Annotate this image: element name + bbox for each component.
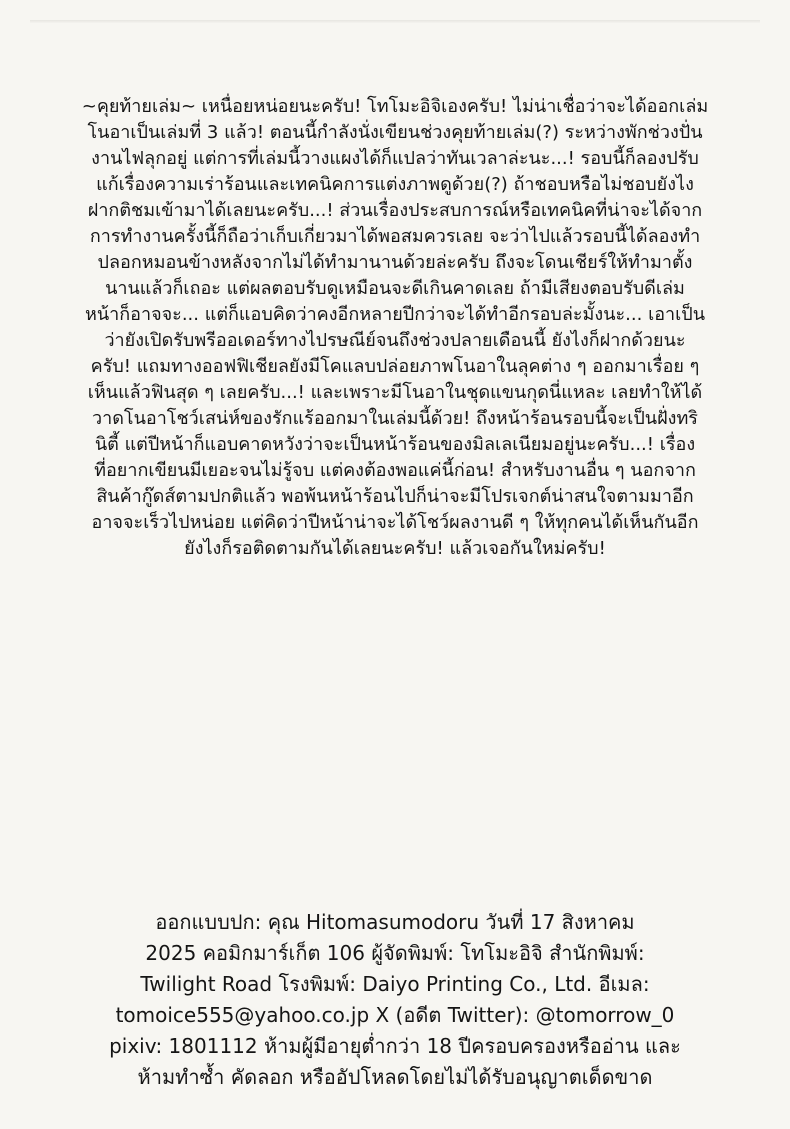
afterword-line: วาดโนอาโชว์เสน่ห์ของรักแร้ออกมาในเล่มนี้ด้วย! ถึงหน้าร้อนรอบนี้จะเป็นฝั่งทริ <box>92 408 698 429</box>
colophon-line: 2025 คอมิกมาร์เก็ต 106 ผู้จัดพิมพ์: โทโมะอิจิ สำนักพิมพ์: <box>145 941 645 965</box>
afterword-line: ที่อยากเขียนมีเยอะจนไม่รู้จบ แต่คงต้องพอแค่นี้ก่อน! สำหรับงานอื่น ๆ นอกจาก <box>94 460 696 481</box>
afterword-line: ยังไงก็รอติดตามกันได้เลยนะครับ! แล้วเจอกันใหม่ครับ! <box>184 538 606 559</box>
afterword-line: ว่ายังเปิดรับพรีออเดอร์ทางไปรษณีย์จนถึงช่วงปลายเดือนนี้ ยังไงก็ฝากด้วยนะ <box>104 330 686 351</box>
afterword-line: ครับ! แถมทางออฟฟิเชียลยังมีโคแลบปล่อยภาพโนอาในลุคต่าง ๆ ออกมาเรื่อย ๆ <box>90 356 700 377</box>
colophon-line: Twilight Road โรงพิมพ์: Daiyo Printing Co., Ltd. อีเมล: <box>140 972 650 996</box>
colophon-line: pixiv: 1801112 ห้ามผู้มีอายุต่ำกว่า 18 ปีครอบครองหรืออ่าน และ <box>109 1034 681 1058</box>
afterword-line: สินค้ากู๊ดส์ตามปกติแล้ว พอพ้นหน้าร้อนไปก็น่าจะมีโปรเจกต์น่าสนใจตามมาอีก <box>96 486 694 507</box>
afterword-line: ปลอกหมอนข้างหลังจากไม่ได้ทำมานานด้วยล่ะครับ ถึงจะโดนเชียร์ให้ทำมาตั้ง <box>97 252 693 273</box>
afterword-line: นานแล้วก็เถอะ แต่ผลตอบรับดูเหมือนจะดีเกินคาดเลย ถ้ามีเสียงตอบรับดีเล่ม <box>105 278 685 299</box>
afterword-line: การทำงานครั้งนี้ก็ถือว่าเก็บเกี่ยวมาได้พอสมควรเลย จะว่าไปแล้วรอบนี้ได้ลองทำ <box>89 226 701 247</box>
afterword-line: แก้เรื่องความเร่าร้อนและเทคนิคการแต่งภาพดูด้วย(?) ถ้าชอบหรือไม่ชอบยังไง <box>96 174 694 195</box>
afterword-line: งานไฟลุกอยู่ แต่การที่เล่มนี้วางแผงได้ก็แปลว่าทันเวลาล่ะนะ...! รอบนี้ก็ลองปรับ <box>91 148 699 169</box>
afterword-text <box>22 94 768 562</box>
afterword-line: ฝากติชมเข้ามาได้เลยนะครับ...! ส่วนเรื่องประสบการณ์หรือเทคนิคที่น่าจะได้จาก <box>87 200 703 221</box>
colophon-line: ห้ามทำซ้ำ คัดลอก หรืออัปโหลดโดยไม่ได้รับอนุญาตเด็ดขาด <box>137 1065 653 1089</box>
top-divider <box>30 20 760 23</box>
afterword-line: เห็นแล้วฟินสุด ๆ เลยครับ...! และเพราะมีโนอาในชุดแขนกุดนี่แหละ เลยทำให้ได้ <box>87 382 703 403</box>
afterword-line: ~คุยท้ายเล่ม~ เหนื่อยหน่อยนะครับ! โทโมะอิจิเองครับ! ไม่น่าเชื่อว่าจะได้ออกเล่ม <box>81 96 709 117</box>
afterword-line: โนอาเป็นเล่มที่ 3 แล้ว! ตอนนี้กำลังนั่งเขียนช่วงคุยท้ายเล่ม(?) ระหว่างพักช่วงปั่น <box>87 122 703 143</box>
afterword-line: นิตี้ แต่ปีหน้าก็แอบคาดหวังว่าจะเป็นหน้าร้อนของมิลเลเนียมอยู่นะครับ...! เรื่อง <box>94 434 696 455</box>
afterword-line: หน้าก็อาจจะ... แต่ก็แอบคิดว่าคงอีกหลายปีกว่าจะได้ทำอีกรอบล่ะมั้งนะ... เอาเป็น <box>84 304 706 325</box>
colophon-line: tomoice555@yahoo.co.jp X (อดีต Twitter): @tomorrow_0 <box>115 1003 675 1027</box>
afterword-line: อาจจะเร็วไปหน่อย แต่คิดว่าปีหน้าน่าจะได้โชว์ผลงานดี ๆ ให้ทุกคนได้เห็นกันอีก <box>91 512 699 533</box>
colophon-line: ออกแบบปก: คุณ Hitomasumodoru วันที่ 17 สิงหาคม <box>155 910 635 934</box>
colophon <box>30 907 760 1093</box>
